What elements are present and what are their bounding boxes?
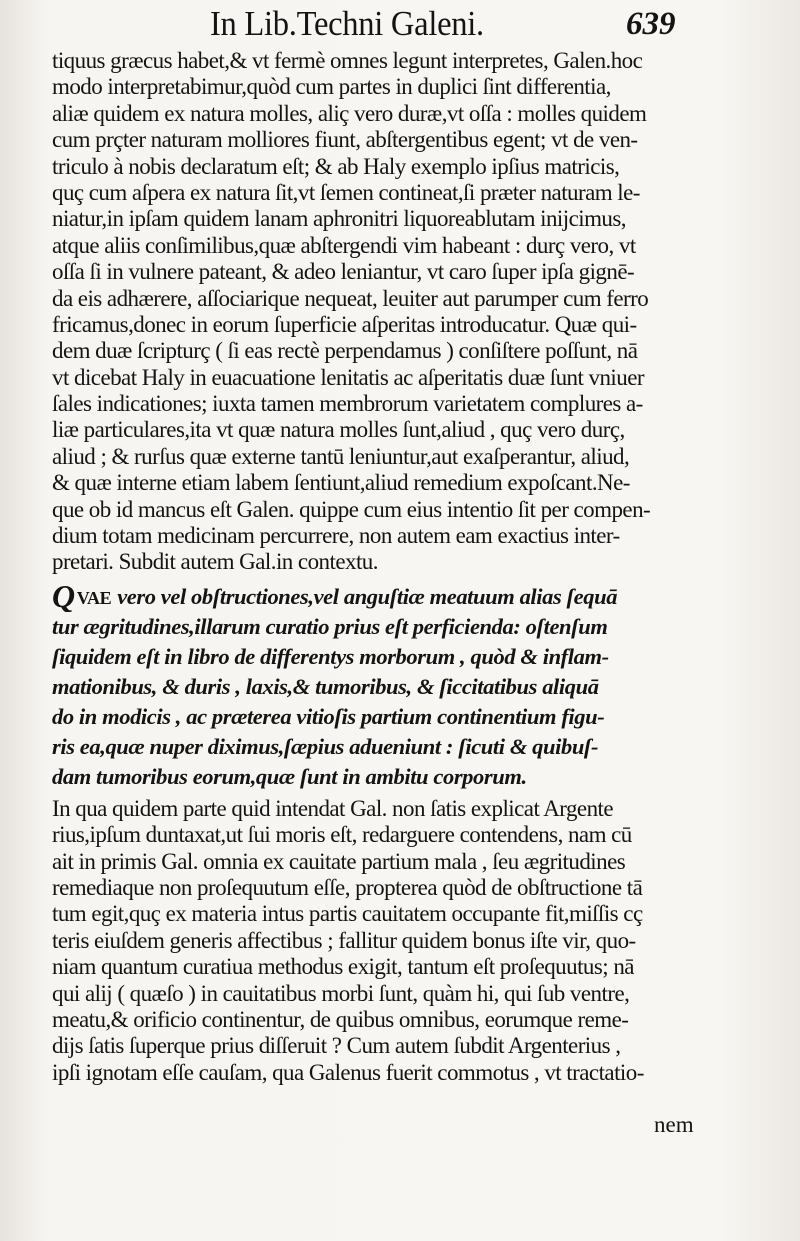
text-line: ipſi ignotam eſſe cauſam, qua Galenus fuerit commotus , vt tractatio- (52, 1059, 644, 1085)
text-line: teris eiuſdem generis affectibus ; fallitur quidem bonus iſte vir, quo- (52, 927, 636, 953)
paragraph-commentary-top (52, 48, 712, 576)
text-line: atque aliis conſimilibus,quæ abſtergendi vim habeant : durç vero, vt (52, 232, 636, 258)
text-line: dium totam medicinam percurrere, non autem eam exactius inter- (52, 523, 620, 549)
quote-line: do in modicis , ac præterea vitioſis partium continentium figu- (52, 703, 605, 729)
text-line: triculo à nobis declaratum eſt; & ab Haly exemplo ipſius matricis, (52, 153, 620, 179)
text-line: In qua quidem parte quid intendat Gal. non ſatis explicat Argente (52, 795, 614, 821)
text-line: ait in primis Gal. omnia ex cauitate partium mala , ſeu ægritudines (52, 848, 626, 874)
page-header (0, 2, 800, 48)
text-line: niam quantum curatiua methodus exigit, tantum eſt proſequutus; nā (52, 954, 634, 980)
text-line: pretari. Subdit autem Gal.in contextu. (52, 549, 378, 575)
text-line: liæ particulares,ita vt quæ natura molles ſunt,aliud , quç vero durç, (52, 417, 625, 443)
quote-line: ris ea,quæ nuper diximus,ſæpius adueniunt : ſicuti & quibuſ- (52, 733, 599, 759)
text-line: que ob id mancus eſt Galen. quippe cum eius intentio ſit per compen- (52, 496, 651, 522)
quote-line: mationibus, & duris , laxis,& tumoribus, & ſiccitatibus aliquā (52, 673, 599, 699)
quote-line: tur ægritudines,illarum curatio prius eſt perficienda: oſtenſum (52, 613, 608, 639)
text-line: quç cum aſpera ex natura ſit,vt ſemen contineat,ſi præter naturam le- (52, 179, 640, 205)
text-line: aliud ; & rurſus quæ externe tantū leniuntur,aut exaſperantur, aliud, (52, 443, 630, 469)
quote-line: dam tumoribus eorum,quæ ſunt in ambitu corporum. (52, 763, 527, 789)
text-line: vt dicebat Haly in euacuatione lenitatis ac aſperitatis duæ ſunt vniuer (52, 364, 644, 390)
text-line: da eis adhærere, aſſociarique nequeat, leuiter aut parumper cum ferro (52, 285, 649, 311)
text-line: dem duæ ſcripturç ( ſi eas rectè perpendamus ) conſiſtere poſſunt, nā (52, 338, 638, 364)
text-line: niatur,in ipſam quidem lanam aphronitri liquoreablutam inijcimus, (52, 206, 626, 232)
drop-cap: Q (52, 581, 75, 612)
quote-line: ſiquidem eſt in libro de differentys morborum , quòd & inflam- (52, 643, 609, 669)
text-line: rius,ipſum duntaxat,ut ſui moris eſt, redarguere contendens, nam cū (52, 822, 632, 848)
text-line: modo interpretabimur,quòd cum partes in duplici ſint differentia, (52, 74, 611, 100)
text-line: & quæ interne etiam labem ſentiunt,aliud remedium expoſcant.Ne- (52, 470, 630, 496)
text-line: meatu,& orificio continentur, de quibus omnibus, eorumque reme- (52, 1006, 629, 1032)
text-line: fricamus,donec in eorum ſuperficie aſperitas introducatur. Quæ qui- (52, 311, 637, 337)
text-line: cum prçter naturam molliores fiunt, abſtergentibus egent; vt de ven- (52, 127, 638, 153)
catchword: nem (654, 1112, 694, 1137)
quote-small-caps: VAE (76, 587, 112, 608)
paragraph-commentary-bottom (52, 796, 712, 1086)
text-line: oſſa ſi in vulnere pateant, & adeo leniantur, vt caro ſuper ipſa gignē- (52, 259, 635, 285)
text-line: tum egit,quç ex materia intus partis cauitatem occupante fit,miſſis cç (52, 901, 643, 927)
galen-quotation (52, 582, 712, 792)
text-line: aliæ quidem ex natura molles, aliç vero duræ,vt oſſa : molles quidem (52, 100, 647, 126)
quote-line-text: vero vel obſtructiones,vel anguſtiæ meatuum alias ſequā (117, 583, 618, 609)
text-line: tiquus græcus habet,& vt fermè omnes legunt interpretes, Galen.hoc (52, 48, 643, 73)
text-line: qui alij ( quæſo ) in cauitatibus morbi ſunt, quàm hi, qui ſub ventre, (52, 980, 630, 1006)
running-title: In Lib.Techni Galeni. (210, 4, 484, 43)
page-number: 639 (626, 6, 676, 42)
text-line: remediaque non proſequutum eſſe, propterea quòd de obſtructione tā (52, 874, 643, 900)
text-line: dijs ſatis ſuperque prius diſſeruit ? Cum autem ſubdit Argenterius , (52, 1033, 621, 1059)
main-text-block (52, 48, 712, 1086)
text-line: ſales indicationes; iuxta tamen membrorum varietatem complures a- (52, 391, 643, 417)
quote-first-line (52, 582, 712, 612)
